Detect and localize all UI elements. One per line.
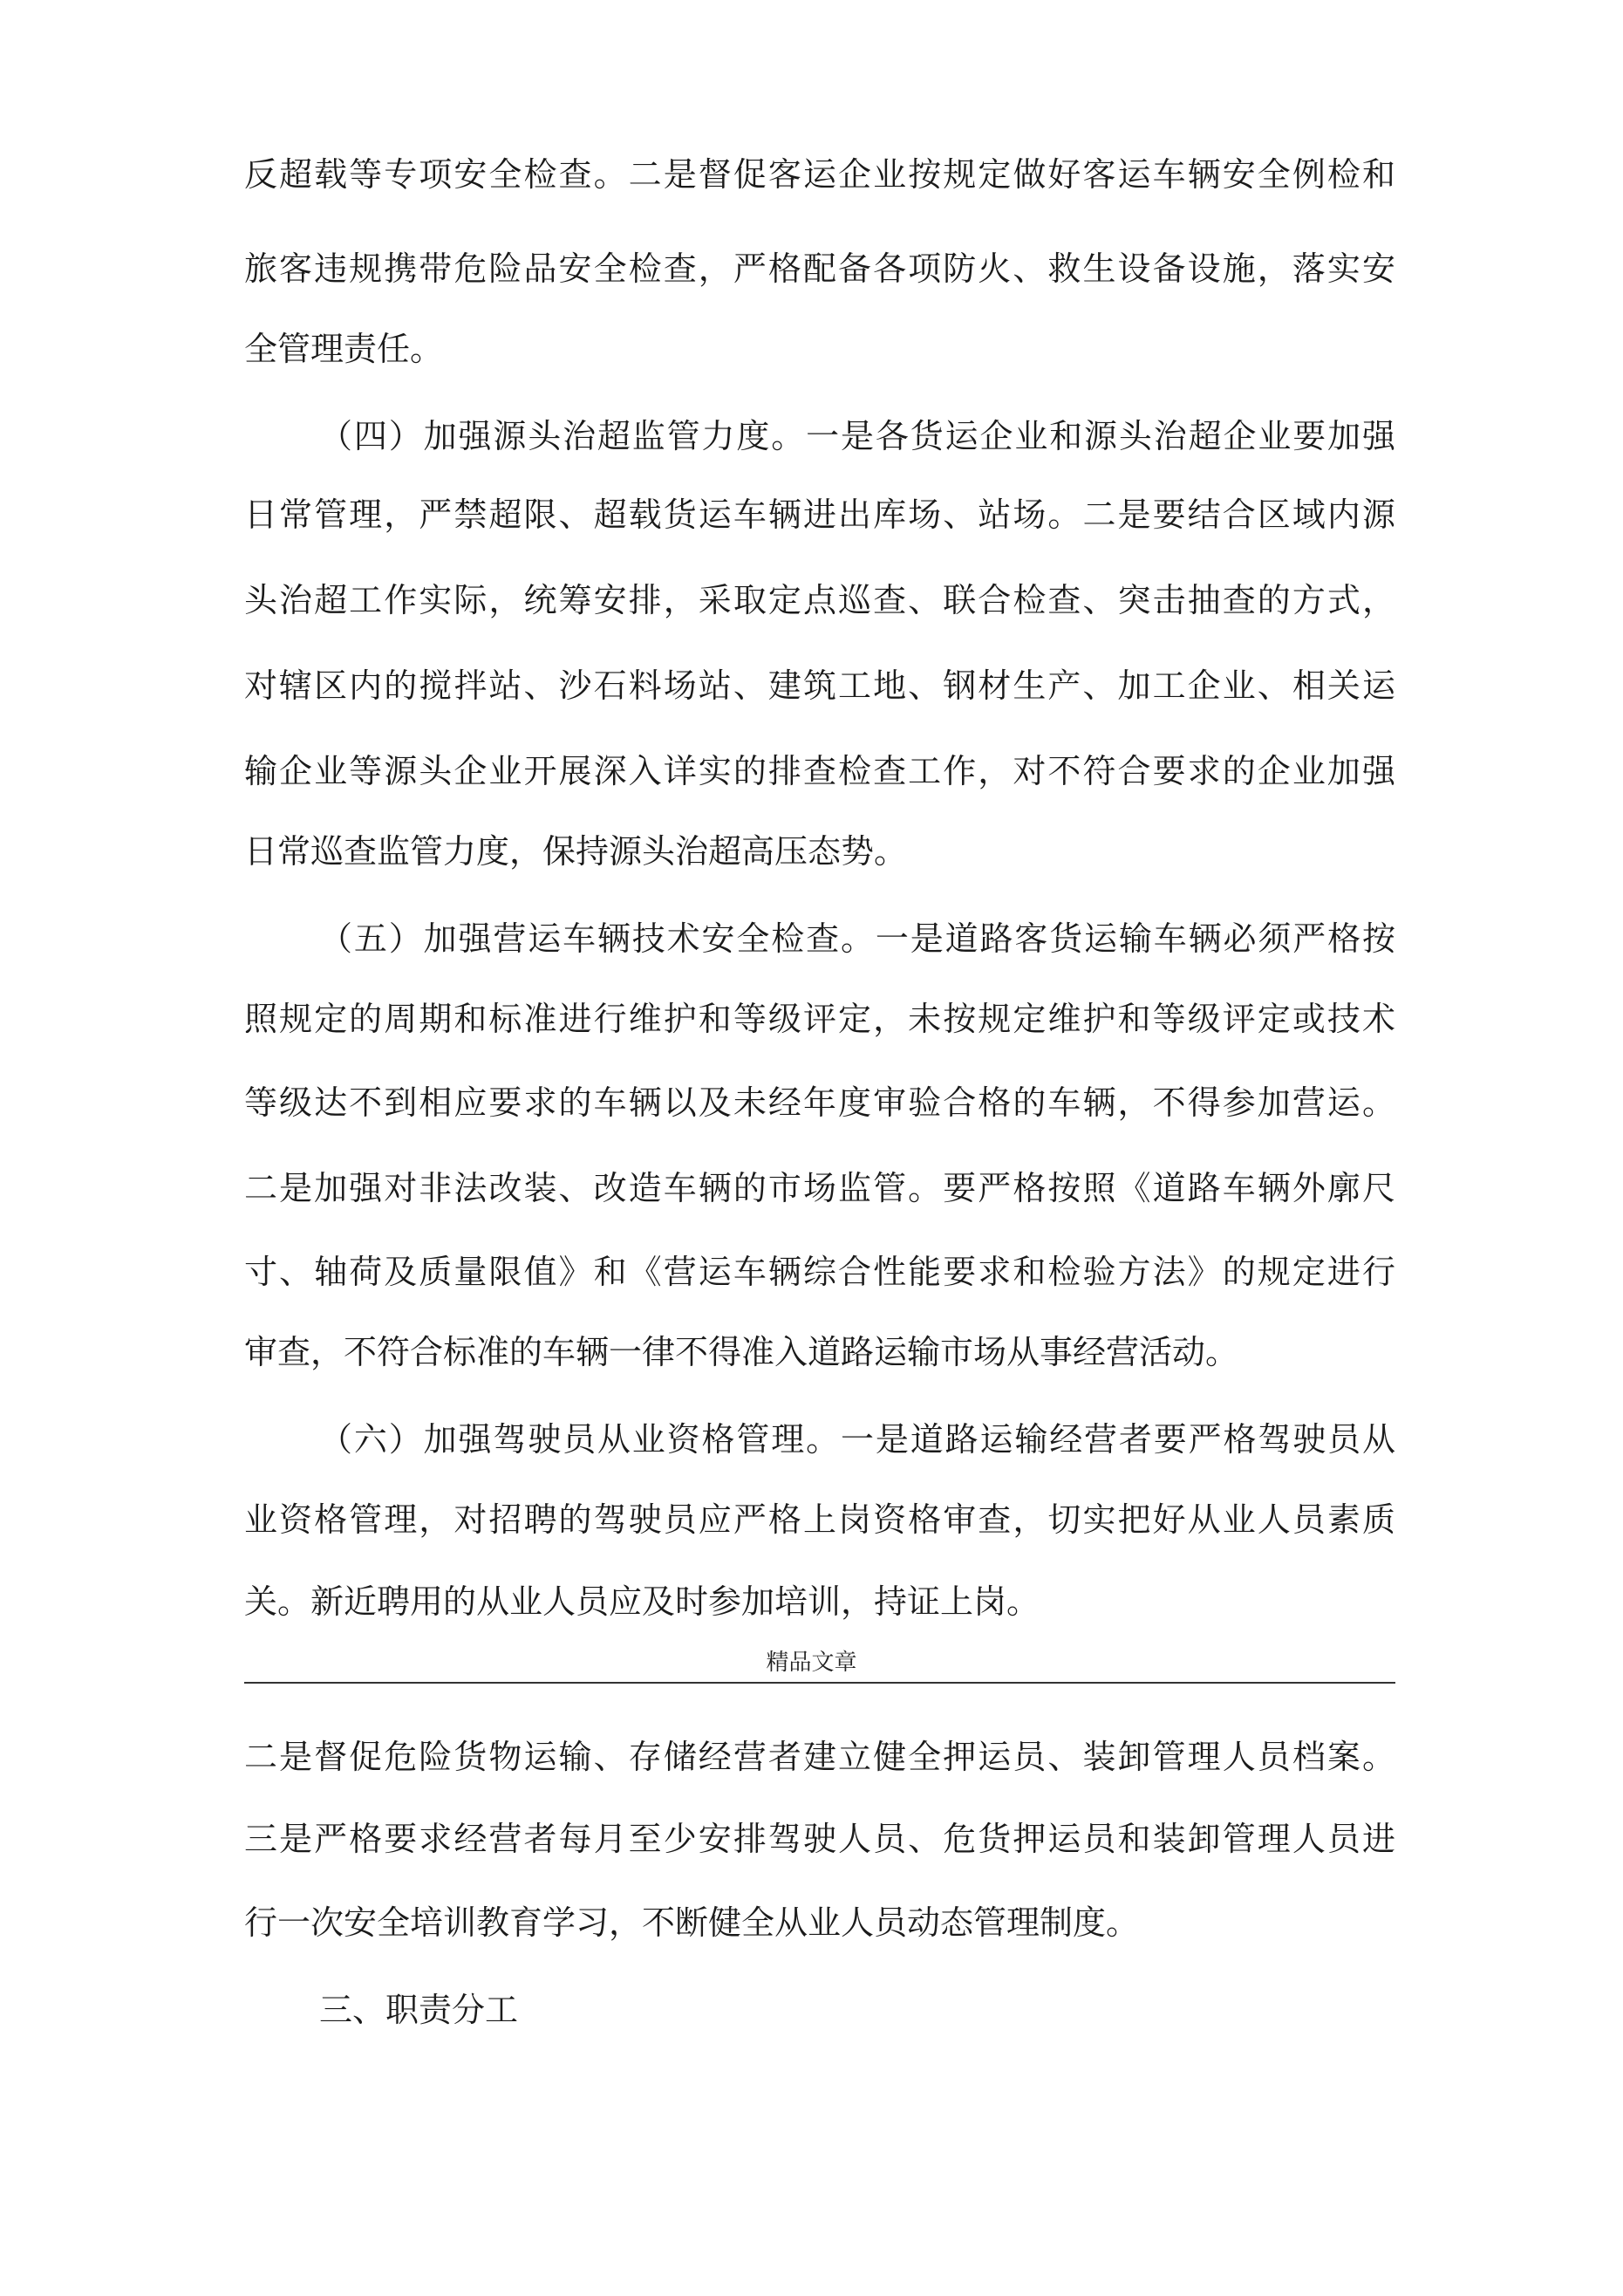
page-footer-label: 精品文章 — [766, 1650, 857, 1676]
paragraph-6-line: （六）加强驾驶员从业资格管理。一是道路运输经营者要严格驾驶员从 — [319, 1420, 1395, 1459]
paragraph-5-line: 审查，不符合标准的车辆一律不得准入道路运输市场从事经营活动。 — [244, 1333, 1239, 1371]
paragraph-4-line: （四）加强源头治超监管力度。一是各货运企业和源头治超企业要加强 — [319, 417, 1395, 455]
body-text-line: 旅客违规携带危险品安全检查，严格配备各项防火、救生设备设施，落实安 — [244, 249, 1395, 288]
section-heading: 三、职责分工 — [319, 1991, 519, 2029]
body-text-line: 三是严格要求经营者每月至少安排驾驶人员、危货押运员和装卸管理人员进 — [244, 1820, 1395, 1858]
paragraph-4-line: 头治超工作实际，统筹安排，采取定点巡查、联合检查、突击抽查的方式， — [244, 581, 1395, 619]
body-text-line: 行一次安全培训教育学习，不断健全从业人员动态管理制度。 — [244, 1903, 1140, 1942]
paragraph-4-line: 日常巡查监管力度，保持源头治超高压态势。 — [244, 832, 908, 871]
paragraph-5-line: 二是加强对非法改装、改造车辆的市场监管。要严格按照《道路车辆外廓尺 — [244, 1169, 1395, 1207]
paragraph-5-line: 寸、轴荷及质量限值》和《营运车辆综合性能要求和检验方法》的规定进行 — [244, 1253, 1395, 1291]
paragraph-5-line: 照规定的周期和标准进行维护和等级评定，未按规定维护和等级评定或技术 — [244, 1000, 1395, 1038]
paragraph-4-line: 对辖区内的搅拌站、沙石料场站、建筑工地、钢材生产、加工企业、相关运 — [244, 666, 1395, 705]
body-text-line: 二是督促危险货物运输、存储经营者建立健全押运员、装卸管理人员档案。 — [244, 1738, 1395, 1776]
paragraph-5-line: （五）加强营运车辆技术安全检查。一是道路客货运输车辆必须严格按 — [319, 919, 1395, 958]
paragraph-6-line: 业资格管理，对招聘的驾驶员应严格上岗资格审查，切实把好从业人员素质 — [244, 1500, 1395, 1539]
paragraph-4-line: 日常管理，严禁超限、超载货运车辆进出库场、站场。二是要结合区域内源 — [244, 495, 1395, 534]
paragraph-6-line: 关。新近聘用的从业人员应及时参加培训，持证上岗。 — [244, 1582, 1040, 1621]
page-footer-divider — [244, 1682, 1395, 1684]
paragraph-4-line: 输企业等源头企业开展深入详实的排查检查工作，对不符合要求的企业加强 — [244, 752, 1395, 790]
paragraph-5-line: 等级达不到相应要求的车辆以及未经年度审验合格的车辆，不得参加营运。 — [244, 1083, 1395, 1122]
body-text-line: 反超载等专项安全检查。二是督促客运企业按规定做好客运车辆安全例检和 — [244, 155, 1395, 194]
body-text-line: 全管理责任。 — [244, 330, 444, 368]
